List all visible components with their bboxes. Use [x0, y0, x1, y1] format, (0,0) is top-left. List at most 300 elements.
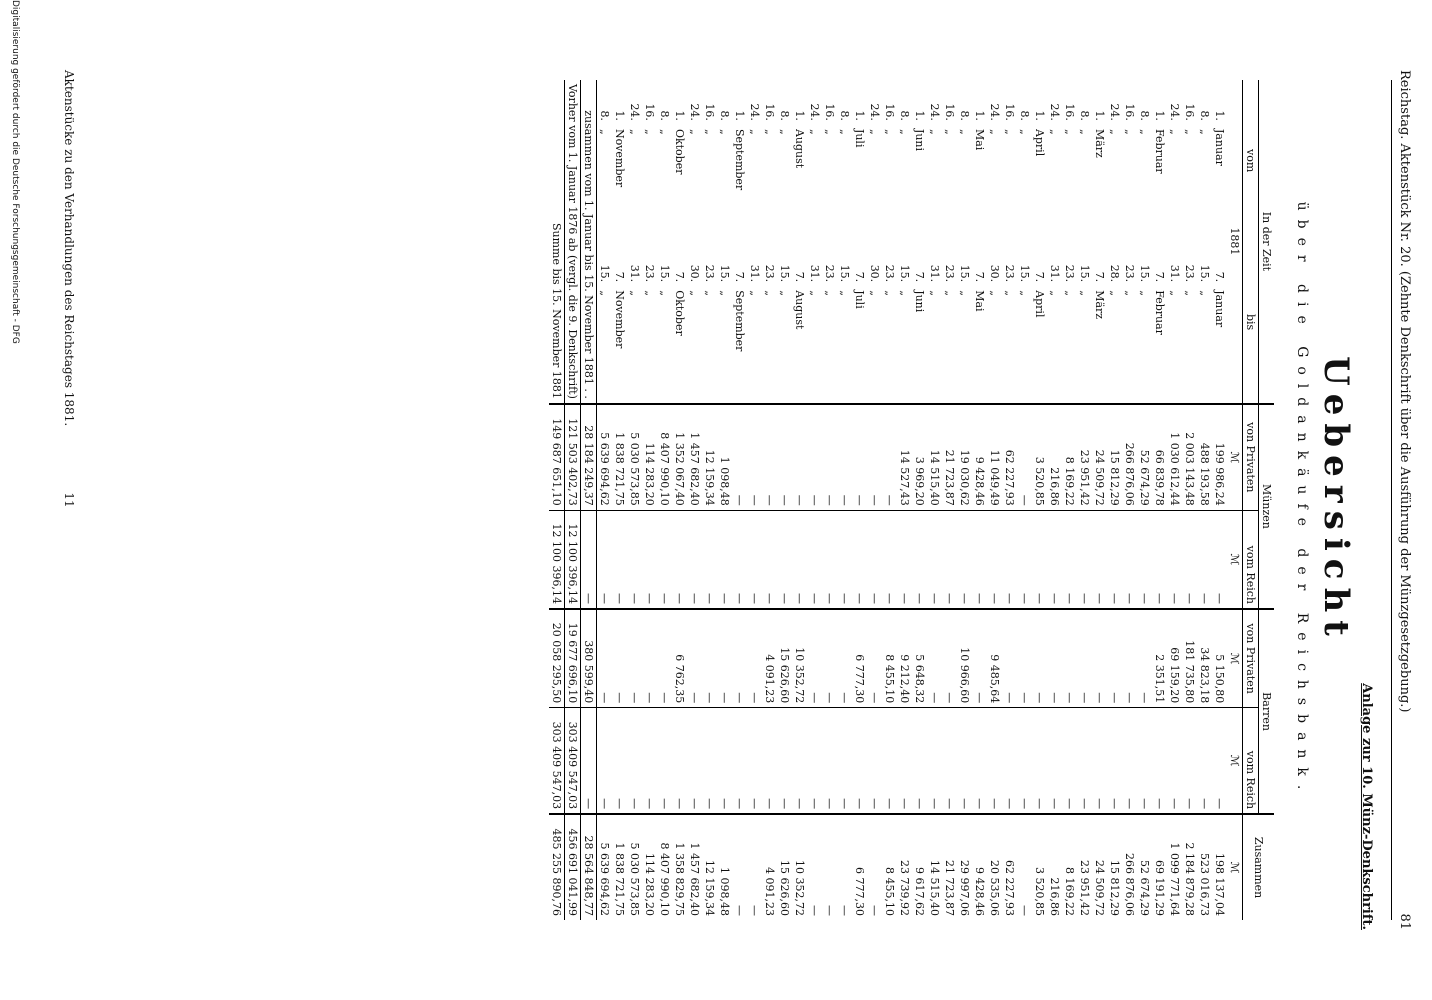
from-month: „	[1108, 128, 1121, 135]
grand-total: 28 564 848,77	[581, 814, 597, 920]
table-row	[1017, 80, 1032, 920]
annex-label: Anlage zur 10. Münz-Denkschrift.	[1359, 683, 1374, 930]
from-day: 1.	[733, 110, 746, 121]
to-day: 7.	[793, 271, 806, 283]
from-day: 8.	[1138, 110, 1151, 121]
from-day: 16.	[943, 103, 956, 121]
to-day: 15.	[1198, 264, 1211, 283]
from-day: 16.	[1123, 103, 1136, 121]
bars-private-value: —	[1032, 609, 1047, 708]
table-row	[972, 80, 987, 920]
bars-reich-value: —	[1122, 708, 1137, 814]
table-row	[912, 80, 927, 920]
to-month: „	[658, 290, 671, 296]
to-day: 7.	[1033, 271, 1046, 283]
bars-private-total: 20 058 295,50	[549, 609, 565, 708]
coins-reich-value: —	[882, 510, 897, 609]
coins-private-value: —	[777, 404, 792, 510]
bars-reich-value: —	[957, 708, 972, 814]
from-month: März	[1093, 128, 1106, 158]
table-row	[1197, 80, 1212, 920]
from-day: 24.	[868, 103, 881, 121]
coins-private-value: 19 030,62	[957, 404, 972, 510]
to-day: 23.	[883, 264, 896, 283]
coins-reich-value: —	[1137, 510, 1152, 609]
bars-reich-value: —	[1182, 708, 1197, 814]
from-month: April	[1033, 128, 1046, 157]
bars-reich-value: —	[837, 708, 852, 814]
digitization-credit: Digitalisierung gefördert durch die Deutsche Forschungsgemeinschaft - DFG	[10, 0, 20, 344]
to-day: 15.	[598, 264, 611, 283]
coins-reich-value: —	[867, 510, 882, 609]
to-day: 7.	[973, 271, 986, 283]
bars-reich-value: —	[717, 708, 732, 814]
to-day: 31.	[1168, 264, 1181, 283]
from-day: 24.	[1048, 103, 1061, 121]
bars-reich-value: —	[792, 708, 807, 814]
gold-purchase-table	[549, 80, 1274, 920]
to-month: „	[988, 290, 1001, 296]
bars-private-value: —	[1047, 609, 1062, 708]
coins-reich-value: —	[1032, 510, 1047, 609]
to-day: 23.	[1003, 264, 1016, 283]
table-row	[1002, 80, 1017, 920]
bars-private-value: —	[612, 609, 627, 708]
from-month: „	[1018, 128, 1031, 135]
to-day: 23.	[943, 264, 956, 283]
coins-private-value: 8 407 990,10	[657, 404, 672, 510]
bars-reich-value: —	[597, 708, 613, 814]
bars-private-value: 2 351,51	[1152, 609, 1167, 708]
total-value: —	[747, 814, 762, 920]
unit-mark: ℳ	[1227, 708, 1243, 814]
total-value: 62 227,93	[1002, 814, 1017, 920]
table-row	[927, 80, 942, 920]
from-day: 16.	[643, 103, 656, 121]
from-month: Januar	[1213, 128, 1226, 166]
to-day: 15.	[1138, 264, 1151, 283]
from-month: „	[628, 128, 641, 135]
from-month: „	[748, 128, 761, 135]
header-page-number: 81	[1397, 913, 1412, 930]
to-day: 28.	[1108, 264, 1121, 283]
coins-reich-total: 12 100 396,14	[549, 510, 565, 609]
bars-private-value: 34 823,18	[1197, 609, 1212, 708]
table-row	[1047, 80, 1062, 920]
coins-reich-value: —	[687, 510, 702, 609]
bars-reich-value: —	[972, 708, 987, 814]
total-value: 12 159,34	[702, 814, 717, 920]
to-month: „	[868, 290, 881, 296]
coins-private-value: 11 049,49	[987, 404, 1002, 510]
bars-private-value: 5 648,32	[912, 609, 927, 708]
bars-reich-value: —	[942, 708, 957, 814]
table-row	[657, 80, 672, 920]
bars-reich-total: 303 409 547,03	[549, 708, 565, 814]
to-month: „	[1198, 290, 1211, 296]
from-day: 1.	[793, 110, 806, 121]
bars-reich-value: —	[627, 708, 642, 814]
coins-reich-total: —	[581, 510, 597, 609]
coins-private-value: —	[1017, 404, 1032, 510]
grand-total: 456 691 041,99	[565, 814, 581, 920]
bars-private-total: 19 677 696,10	[565, 609, 581, 708]
from-month: September	[733, 128, 746, 191]
coins-private-value: —	[762, 404, 777, 510]
from-day: 8.	[778, 110, 791, 121]
totals-row	[565, 80, 581, 920]
to-month: Mai	[973, 290, 986, 312]
total-value: 3 520,85	[1032, 814, 1047, 920]
bars-reich-value: —	[1032, 708, 1047, 814]
total-value: 24 509,72	[1092, 814, 1107, 920]
to-day: 7.	[673, 271, 686, 283]
coins-private-value: 12 159,34	[702, 404, 717, 510]
table-row	[1137, 80, 1152, 920]
table-row	[1182, 80, 1197, 920]
bars-reich-value: —	[1197, 708, 1212, 814]
from-month: „	[688, 128, 701, 135]
col-period: In der Zeit	[1259, 80, 1275, 404]
to-month: Oktober	[673, 290, 686, 336]
bars-reich-value: —	[1077, 708, 1092, 814]
coins-reich-value: —	[897, 510, 912, 609]
total-value: 8 455,10	[882, 814, 897, 920]
bars-reich-value: —	[987, 708, 1002, 814]
total-value: 1 358 829,75	[672, 814, 687, 920]
to-day: 7.	[733, 271, 746, 283]
to-day: 23.	[1063, 264, 1076, 283]
total-value: —	[1017, 814, 1032, 920]
bars-private-value: —	[657, 609, 672, 708]
bars-private-value: 4 091,23	[762, 609, 777, 708]
to-month: „	[958, 290, 971, 296]
from-day: 1.	[673, 110, 686, 121]
bars-private-value: —	[597, 609, 613, 708]
from-day: 24.	[988, 103, 1001, 121]
from-day: 24.	[688, 103, 701, 121]
coins-private-value: 266 876,06	[1122, 404, 1137, 510]
coins-reich-value: —	[657, 510, 672, 609]
coins-private-value: —	[732, 404, 747, 510]
from-day: 24.	[1168, 103, 1181, 121]
to-month: „	[1063, 290, 1076, 296]
coins-private-value: 62 227,93	[1002, 404, 1017, 510]
table-row	[882, 80, 897, 920]
coins-private-value: —	[852, 404, 867, 510]
from-day: 16.	[883, 103, 896, 121]
from-day: 8.	[658, 110, 671, 121]
bars-reich-value: —	[1017, 708, 1032, 814]
table-row	[1107, 80, 1122, 920]
to-day: 7.	[613, 271, 626, 283]
table-row	[687, 80, 702, 920]
bars-reich-value: —	[1002, 708, 1017, 814]
to-day: 15.	[1018, 264, 1031, 283]
from-month: „	[1063, 128, 1076, 135]
unit-mark: ℳ	[1227, 404, 1243, 510]
bars-reich-value: —	[777, 708, 792, 814]
table-row	[1092, 80, 1107, 920]
from-day: 8.	[838, 110, 851, 121]
total-value: 52 674,29	[1137, 814, 1152, 920]
from-day: 8.	[718, 110, 731, 121]
from-month: Juni	[913, 128, 926, 152]
coins-reich-value: —	[792, 510, 807, 609]
to-month: Februar	[1153, 290, 1166, 335]
to-day: 7.	[913, 271, 926, 283]
bars-private-value: —	[702, 609, 717, 708]
table-row	[897, 80, 912, 920]
total-value: —	[837, 814, 852, 920]
col-zusammen: Zusammen	[1243, 814, 1275, 920]
from-day: 1.	[1093, 110, 1106, 121]
table-row	[672, 80, 687, 920]
to-day: 31.	[628, 264, 641, 283]
bars-private-value: —	[627, 609, 642, 708]
from-day: 1.	[853, 110, 866, 121]
unit-mark: ℳ	[1227, 510, 1243, 609]
table-row	[987, 80, 1002, 920]
total-value: 114 283,20	[642, 814, 657, 920]
bars-private-value: —	[1062, 609, 1077, 708]
coins-private-total: 149 687 651,10	[549, 404, 565, 510]
bars-private-value: 5 150,80	[1212, 609, 1227, 708]
coins-reich-value: —	[642, 510, 657, 609]
bars-reich-value: —	[687, 708, 702, 814]
from-month: „	[988, 128, 1001, 135]
from-day: 16.	[703, 103, 716, 121]
from-day: 1.	[613, 110, 626, 121]
totals-row	[549, 80, 565, 920]
coins-reich-value: —	[852, 510, 867, 609]
coins-private-value: 1 457 682,40	[687, 404, 702, 510]
from-month: Mai	[973, 128, 986, 151]
bars-reich-value: —	[702, 708, 717, 814]
from-month: „	[1123, 128, 1136, 135]
from-month: Februar	[1153, 128, 1166, 174]
coins-private-total: 28 184 249,37	[581, 404, 597, 510]
bars-private-value: 9 485,64	[987, 609, 1002, 708]
total-value: 523 016,73	[1197, 814, 1212, 920]
coins-private-value: 1 098,48	[717, 404, 732, 510]
totals-label: Summe bis 15. November 1881	[549, 80, 565, 404]
to-day: 31.	[928, 264, 941, 283]
table-row	[1152, 80, 1167, 920]
table-row	[732, 80, 747, 920]
table-row	[777, 80, 792, 920]
coins-private-value: 14 527,43	[897, 404, 912, 510]
to-day: 23.	[763, 264, 776, 283]
total-value: 6 777,30	[852, 814, 867, 920]
bars-reich-value: —	[657, 708, 672, 814]
from-month: „	[883, 128, 896, 135]
bars-private-value: 15 626,60	[777, 609, 792, 708]
coins-reich-value: —	[732, 510, 747, 609]
to-day: 23.	[1183, 264, 1196, 283]
from-month: „	[763, 128, 776, 135]
from-month: „	[718, 128, 731, 135]
to-day: 15.	[838, 264, 851, 283]
from-month: „	[928, 128, 941, 135]
from-day: 16.	[1063, 103, 1076, 121]
from-day: 16.	[823, 103, 836, 121]
coins-private-value: —	[837, 404, 852, 510]
bars-private-value: —	[642, 609, 657, 708]
total-value: 69 191,29	[1152, 814, 1167, 920]
coins-reich-value: —	[747, 510, 762, 609]
to-day: 15.	[718, 264, 731, 283]
coins-reich-value: —	[1167, 510, 1182, 609]
from-month: „	[658, 128, 671, 135]
from-month: „	[823, 128, 836, 135]
from-month: „	[958, 128, 971, 135]
bars-reich-value: —	[867, 708, 882, 814]
table-row	[627, 80, 642, 920]
bars-private-value: —	[1122, 609, 1137, 708]
total-value: 15 812,29	[1107, 814, 1122, 920]
bars-private-value: —	[747, 609, 762, 708]
from-day: 8.	[1018, 110, 1031, 121]
bars-reich-value: —	[1167, 708, 1182, 814]
coins-private-value: 488 193,58	[1197, 404, 1212, 510]
total-value: 23 951,42	[1077, 814, 1092, 920]
to-day: 23.	[1123, 264, 1136, 283]
from-day: 1.	[1213, 110, 1226, 121]
from-month: November	[613, 128, 626, 188]
coins-private-value: —	[807, 404, 822, 510]
bars-reich-value: —	[762, 708, 777, 814]
to-month: „	[778, 290, 791, 296]
table-row	[942, 80, 957, 920]
coins-reich-value: —	[1182, 510, 1197, 609]
from-month: „	[868, 128, 881, 135]
bars-private-value: —	[1077, 609, 1092, 708]
col-vom: vom	[1243, 80, 1259, 241]
totals-row	[581, 80, 597, 920]
total-value: 29 997,06	[957, 814, 972, 920]
coins-reich-value: —	[612, 510, 627, 609]
coins-private-value: 5 639 694,62	[597, 404, 613, 510]
coins-private-total: 121 503 402,73	[565, 404, 581, 510]
to-month: „	[598, 290, 611, 296]
total-value: —	[807, 814, 822, 920]
coins-private-value: —	[882, 404, 897, 510]
coins-reich-value: —	[702, 510, 717, 609]
col-bis: bis	[1243, 241, 1259, 404]
to-month: „	[628, 290, 641, 296]
to-day: 7.	[1093, 271, 1106, 283]
total-value: 5 639 694,62	[597, 814, 613, 920]
from-month: „	[778, 128, 791, 135]
to-day: 31.	[808, 264, 821, 283]
total-value: —	[867, 814, 882, 920]
coins-private-value: 23 951,42	[1077, 404, 1092, 510]
bars-reich-value: —	[1137, 708, 1152, 814]
total-value: 1 098,48	[717, 814, 732, 920]
bars-private-value: —	[867, 609, 882, 708]
coins-reich-value: —	[957, 510, 972, 609]
bars-private-total: 380 599,40	[581, 609, 597, 708]
from-month: August	[793, 128, 806, 169]
coins-private-value: 114 283,20	[642, 404, 657, 510]
total-value: 9 428,46	[972, 814, 987, 920]
coins-private-value: 14 515,40	[927, 404, 942, 510]
coins-private-value: 5 030 573,85	[627, 404, 642, 510]
coins-private-value: 66 839,78	[1152, 404, 1167, 510]
totals-label: zusammen vom 1. Januar bis 15. November 1881 . .	[581, 80, 597, 404]
to-day: 15.	[658, 264, 671, 283]
bars-reich-value: —	[1212, 708, 1227, 814]
from-month: „	[598, 128, 611, 135]
from-day: 8.	[898, 110, 911, 121]
table-row	[702, 80, 717, 920]
coins-private-value: 21 723,87	[942, 404, 957, 510]
coins-reich-value: —	[822, 510, 837, 609]
footer-page-number: 11	[62, 492, 76, 508]
col-barren-reich: vom Reich	[1243, 708, 1259, 814]
coins-reich-value: —	[1152, 510, 1167, 609]
total-value: 15 626,60	[777, 814, 792, 920]
coins-private-value: 1 352 067,40	[672, 404, 687, 510]
bars-private-value: 6 777,30	[852, 609, 867, 708]
bars-reich-value: —	[927, 708, 942, 814]
to-day: 15.	[1078, 264, 1091, 283]
coins-reich-value: —	[1122, 510, 1137, 609]
bars-reich-value: —	[897, 708, 912, 814]
bars-reich-value: —	[1092, 708, 1107, 814]
from-day: 8.	[598, 110, 611, 121]
grand-total: 485 255 890,76	[549, 814, 565, 920]
to-day: 15.	[778, 264, 791, 283]
bars-reich-value: —	[807, 708, 822, 814]
to-month: „	[1123, 290, 1136, 296]
table-row	[807, 80, 822, 920]
header-text: Reichstag. Aktenstück Nr. 20. (Zehnte Denkschrift über die Ausführung der Münzgesetzgebung.)	[1397, 70, 1412, 713]
to-month: „	[943, 290, 956, 296]
total-value: 23 739,92	[897, 814, 912, 920]
coins-private-value: —	[747, 404, 762, 510]
to-month: Januar	[1213, 290, 1226, 328]
to-month: „	[1168, 290, 1181, 296]
coins-private-value: 3 520,85	[1032, 404, 1047, 510]
bars-private-value: —	[1137, 609, 1152, 708]
to-month: November	[613, 290, 626, 349]
total-value: 20 535,06	[987, 814, 1002, 920]
from-day: 8.	[1078, 110, 1091, 121]
bars-reich-value: —	[1062, 708, 1077, 814]
from-month: „	[943, 128, 956, 135]
to-month: Juli	[853, 290, 866, 309]
to-month: „	[823, 290, 836, 296]
coins-private-value: —	[792, 404, 807, 510]
coins-private-value: 52 674,29	[1137, 404, 1152, 510]
to-month: August	[793, 290, 806, 330]
to-day: 15.	[898, 264, 911, 283]
coins-private-value: —	[867, 404, 882, 510]
bars-private-value: —	[1017, 609, 1032, 708]
coins-private-value: 216,86	[1047, 404, 1062, 510]
from-month: Oktober	[673, 128, 686, 175]
from-month: „	[838, 128, 851, 135]
to-month: „	[688, 290, 701, 296]
table-row	[717, 80, 732, 920]
bars-reich-value: —	[822, 708, 837, 814]
bars-private-value: —	[717, 609, 732, 708]
coins-reich-value: —	[1047, 510, 1062, 609]
from-day: 8.	[1198, 110, 1211, 121]
table-row	[597, 80, 613, 920]
